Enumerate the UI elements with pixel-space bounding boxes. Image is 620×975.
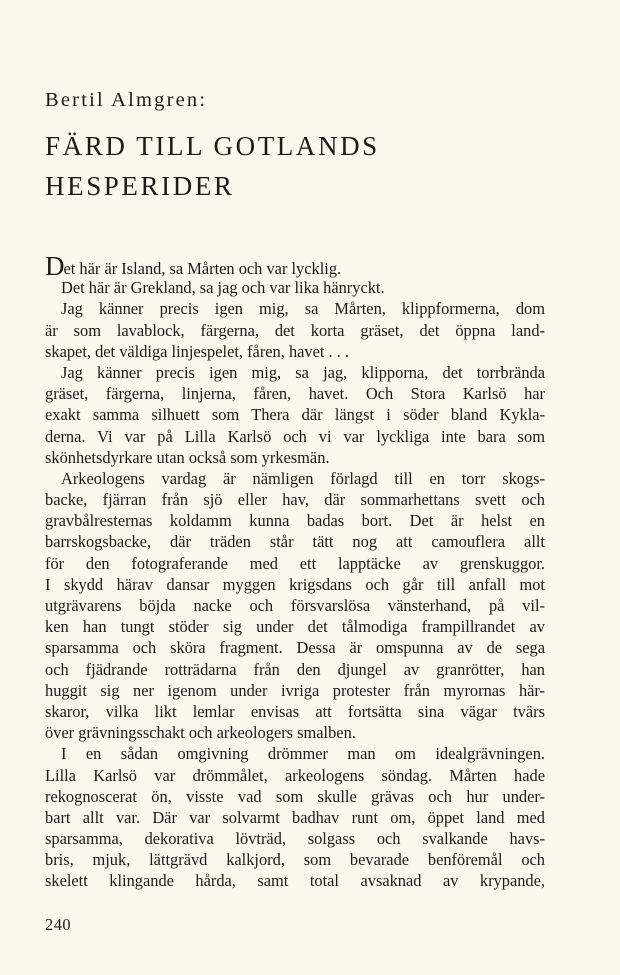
line-text: exakt samma silhuett som Thera där längst i söder bland Kykla-: [45, 405, 545, 425]
line-text: gräset, färgerna, linjerna, fåren, havet. Och Stora Karlsö har: [45, 384, 545, 404]
title-line: HESPERIDER: [45, 171, 235, 201]
line-text: barrskogsbacke, där träden står tätt nog att camouflera allt: [45, 532, 545, 552]
text-line: [45, 489, 545, 510]
text-line: [45, 277, 545, 298]
text-line: [45, 510, 545, 531]
text-line: [45, 870, 545, 891]
line-text: för den fotograferande med ett lapptäcke av grenskuggor.: [45, 553, 545, 573]
line-text: sparsamma och sköra fragment. Dessa är omspunna av de sega: [45, 638, 545, 658]
line-text: Jag känner precis igen mig, sa Mårten, klippformerna, dom: [61, 299, 545, 319]
title-line: FÄRD TILL GOTLANDS: [45, 131, 380, 161]
text-line: [45, 574, 545, 595]
text-line: [45, 680, 545, 701]
line-text: är som lavablock, färgerna, det korta gräset, det öppna land-: [45, 320, 545, 340]
text-line: [45, 659, 545, 680]
line-text: huggit sig ner igenom under ivriga protester från myrornas här-: [45, 680, 545, 700]
page-number: 240: [45, 915, 72, 934]
text-line: [45, 298, 545, 319]
line-text: Lilla Karlsö var drömmålet, arkeologens söndag. Mårten hade: [45, 765, 545, 785]
line-text: derna. Vi var på Lilla Karlsö och vi var lyckliga inte bara som: [45, 426, 545, 446]
text-line: [45, 341, 545, 362]
text-line: [45, 807, 545, 828]
text-line: [45, 743, 545, 764]
text-line: [45, 553, 545, 574]
text-line: [45, 701, 545, 722]
text-line: [45, 765, 545, 786]
text-line: [45, 616, 545, 637]
line-text: I en sådan omgivning drömmer man om idealgrävningen.: [61, 744, 545, 764]
line-text: och fjädrande rotträdarna från den djungel av granrötter, han: [45, 659, 545, 679]
line-text: backe, fjärran från sjö eller hav, där sommarhettans svett och: [45, 490, 545, 510]
line-text: bart allt var. Där var solvarmt badhav runt om, öppet land med: [45, 807, 545, 827]
text-line: [45, 849, 545, 870]
line-text: rekognoscerat ön, visste vad som skulle grävas och hur under-: [45, 786, 545, 806]
text-line: [45, 426, 545, 447]
line-text: sparsamma, dekorativa lövträd, solgass och svalkande havs-: [45, 829, 545, 849]
article-title: [45, 126, 380, 206]
line-text: skelett klingande hårda, samt total avsaknad av krypande,: [45, 871, 545, 891]
line-text: bris, mjuk, lättgrävd kalkjord, som bevarade benföremål och: [45, 850, 545, 870]
text-line: [45, 722, 545, 743]
line-text: Arkeologens vardag är nämligen förlagd till en torr skogs-: [61, 468, 545, 488]
text-line: [45, 468, 545, 489]
text-line: [45, 531, 545, 552]
line-text: ken han tungt stöder sig under det tålmodiga frampillrandet av: [45, 617, 545, 637]
line-text: skönhetsdyrkare utan också som yrkesmän.: [45, 447, 330, 467]
text-line: [45, 786, 545, 807]
line-text: utgrävarens böjda nacke och försvarslösa vänsterhand, på vil-: [45, 596, 545, 615]
line-text: skaror, vilka likt lemlar envisas att fortsätta sina vägar tvärs: [45, 701, 545, 721]
text-line: [45, 447, 545, 468]
text-line: [45, 404, 545, 425]
text-line: [45, 637, 545, 658]
text-line: [45, 383, 545, 404]
drop-cap: D: [45, 251, 64, 281]
text-line: [45, 251, 545, 281]
text-line: [45, 320, 545, 341]
author-name: Bertil Almgren:: [45, 89, 208, 111]
line-text: över grävningsschakt och arkeologers smalben.: [45, 723, 356, 743]
text-line: [45, 362, 545, 383]
text-line: [45, 595, 545, 616]
line-text: Det här är Grekland, sa jag och var lika hänryckt.: [61, 278, 385, 298]
line-text: gravbålresternas koldamm kunna badas bort. Det är helst en: [45, 511, 545, 531]
line-text: I skydd härav dansar myggen krigsdans och går till anfall mot: [45, 574, 545, 594]
text-line: [45, 828, 545, 849]
line-text: et här är Island, sa Mårten och var lycklig.: [63, 259, 342, 278]
body-text: [45, 251, 545, 892]
line-text: skapet, det väldiga linjespelet, fåren, havet . . .: [45, 341, 350, 361]
line-text: Jag känner precis igen mig, sa jag, klipporna, det torrbrända: [61, 362, 545, 382]
